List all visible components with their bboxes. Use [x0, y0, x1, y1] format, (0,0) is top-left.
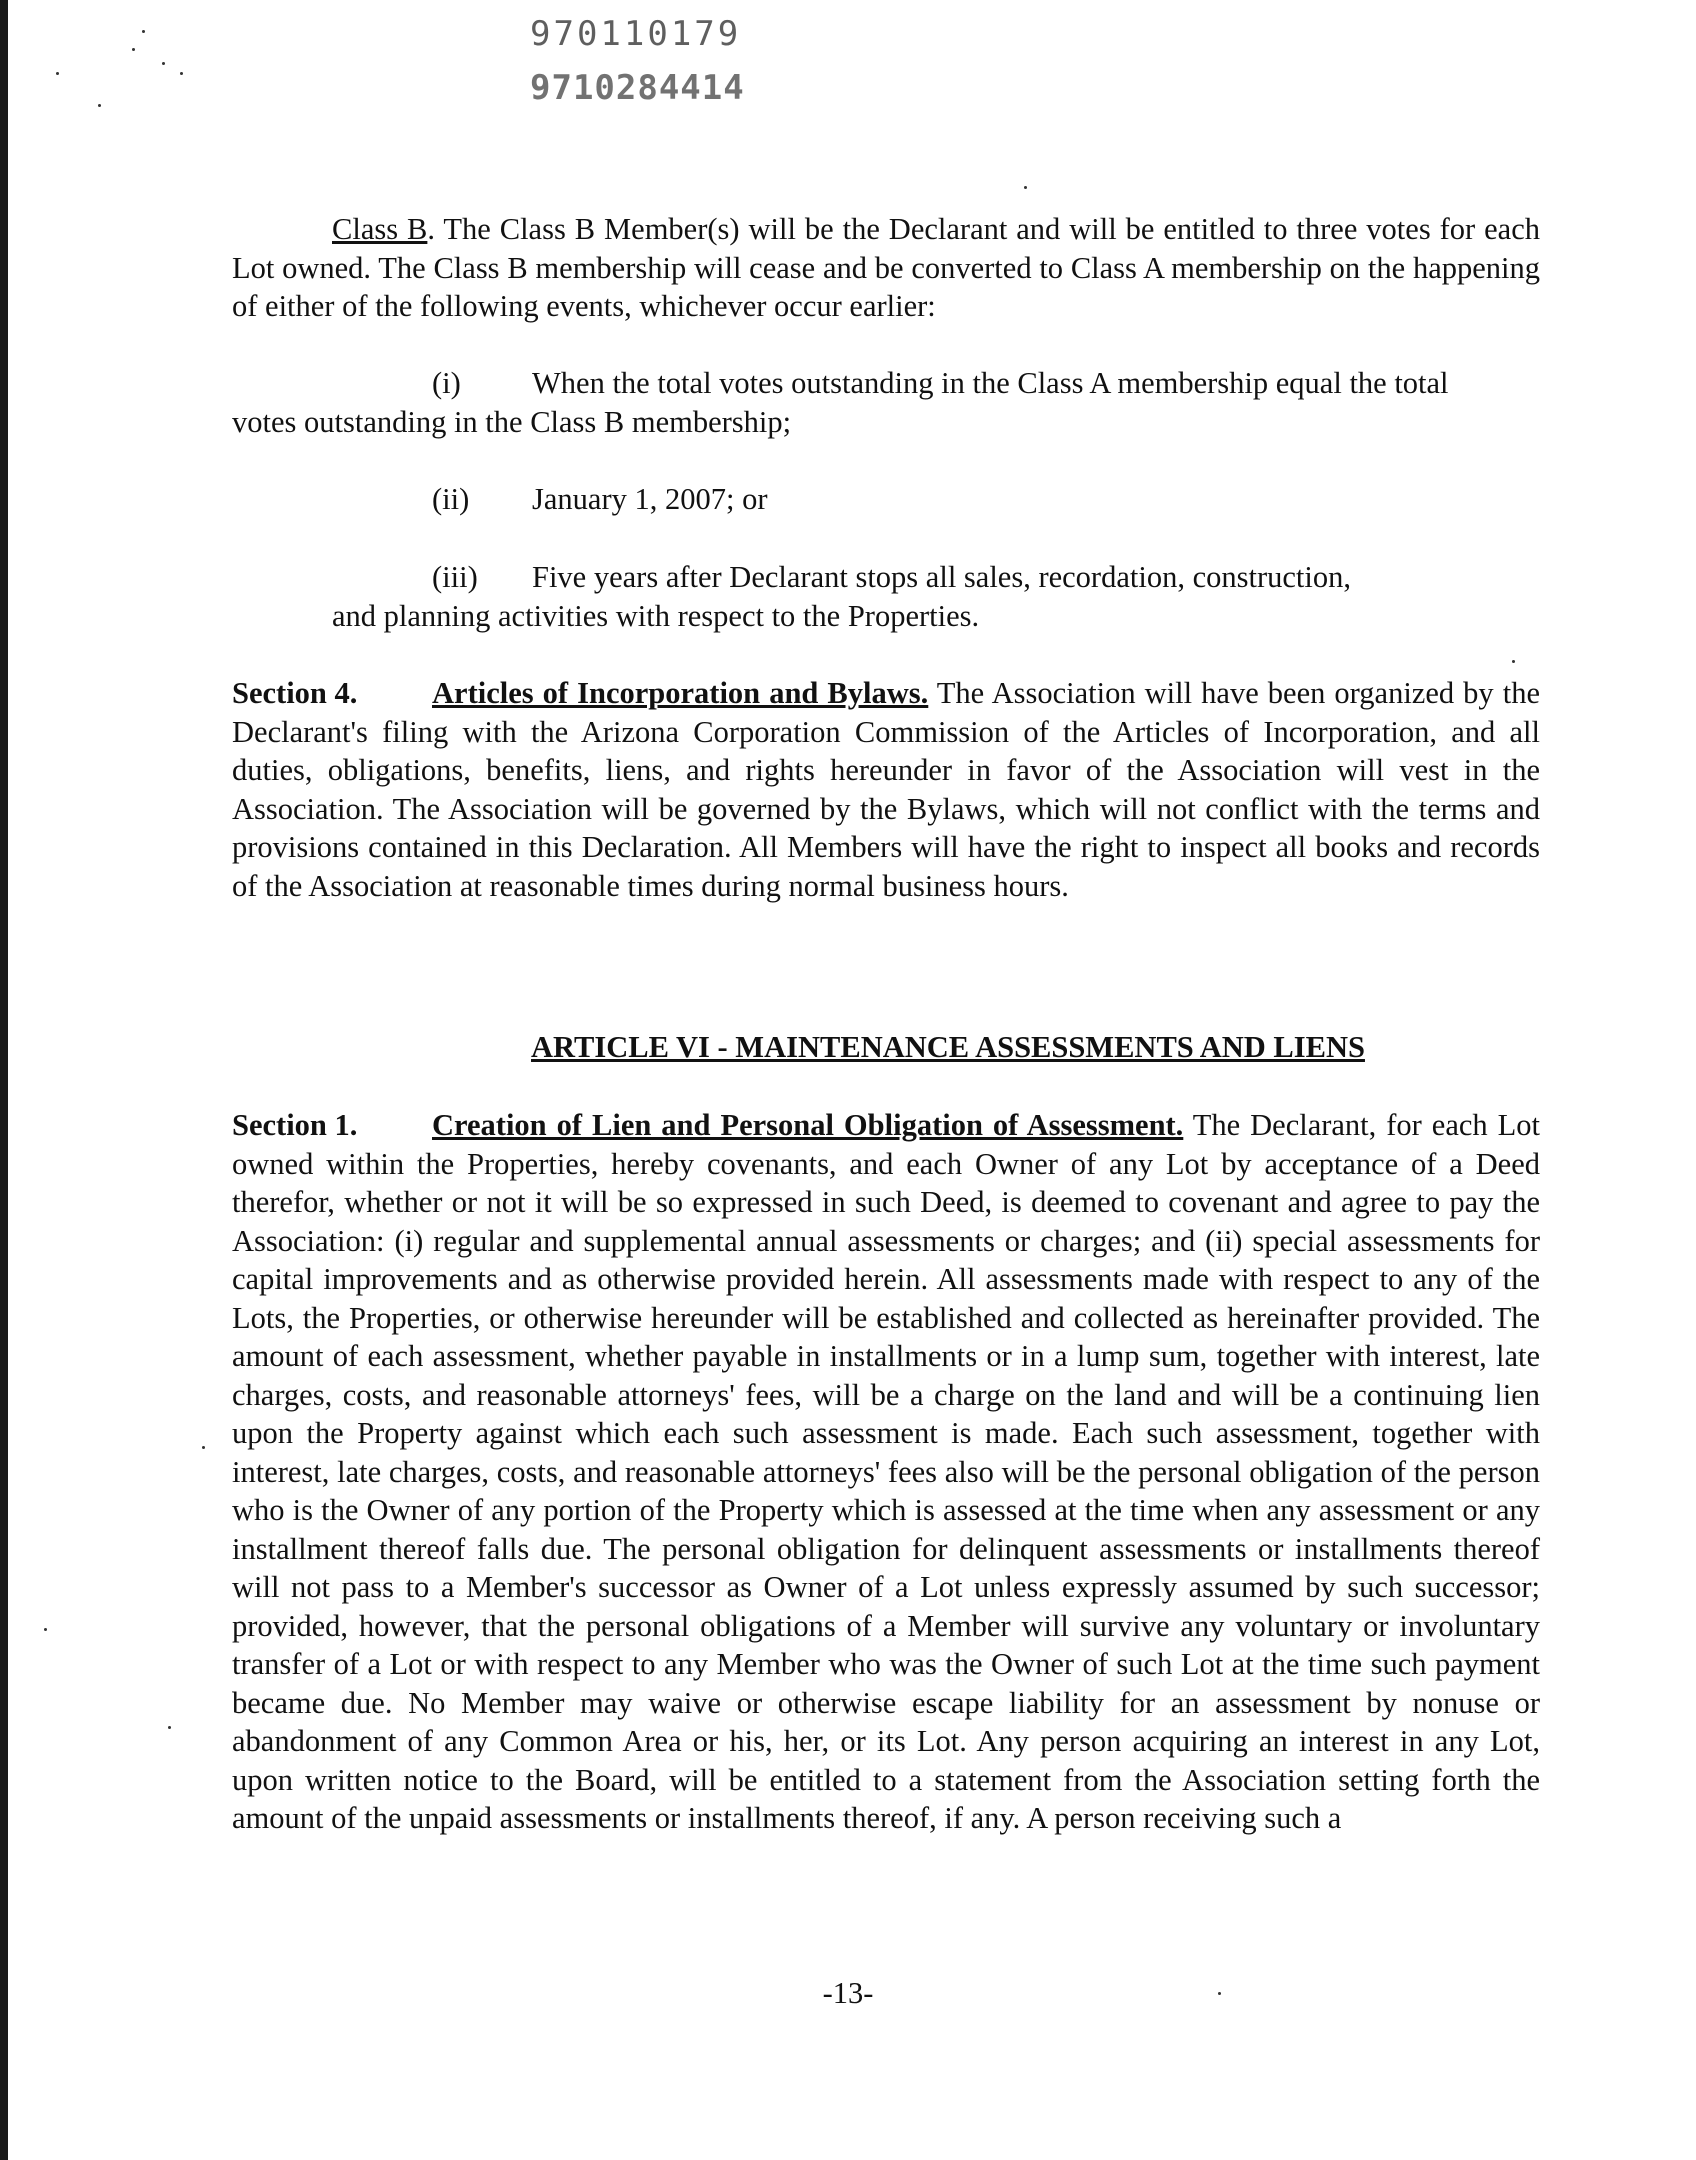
scan-speck — [56, 72, 59, 75]
scan-speck — [142, 30, 145, 33]
scan-speck — [1512, 660, 1515, 663]
page-number: -13- — [822, 1976, 874, 2010]
event-item-i-continued — [232, 403, 791, 442]
scan-speck — [132, 48, 135, 51]
section-4-text: The Association will have been organized by the Declarant's filing with the Arizona Corporation Commission of the Articles of Incorporation, and all duties, obligations, benefits, liens, and rights hereunder in favor of the Association will vest in the Association. The Association will be governed by the Bylaws, which will not conflict with the terms and provisions contained in this Declaration. All Members will have the right to inspect all books and records of the Association at reasonable times during normal business hours. — [232, 676, 1540, 903]
section-4-paragraph — [232, 674, 1540, 905]
scan-speck — [44, 1628, 47, 1631]
event-text: Five years after Declarant stops all sales, recordation, construction, — [532, 560, 1351, 594]
event-number: (ii) — [432, 482, 470, 516]
class-b-paragraph — [232, 210, 1540, 326]
event-number: (i) — [432, 366, 461, 400]
scan-edge — [0, 0, 8, 2160]
recording-stamp-number: 970110179 — [530, 14, 742, 54]
event-text: January 1, 2007; or — [532, 482, 768, 516]
recording-stamp-number-overprint: 9710284414 — [530, 68, 745, 108]
scan-speck — [1024, 186, 1027, 189]
section-4-title: Articles of Incorporation and Bylaws. — [432, 676, 929, 710]
section-4-label: Section 4. — [232, 676, 358, 710]
event-text: When the total votes outstanding in the Class A membership equal the total — [532, 366, 1449, 400]
scan-speck — [98, 104, 101, 107]
class-b-text: . The Class B Member(s) will be the Declarant and will be entitled to three votes for each Lot owned. The Class B membership will cease and be converted to Class A membership on the happening of either of the following events, whichever occur earlier: — [232, 212, 1540, 323]
section-1-paragraph — [232, 1106, 1540, 1838]
scan-speck — [202, 1446, 205, 1449]
event-number: (iii) — [432, 560, 478, 594]
event-text-continued: votes outstanding in the Class B membership; — [232, 405, 792, 439]
event-text-continued: and planning activities with respect to the Properties. — [332, 599, 980, 633]
class-b-label: Class B — [332, 212, 428, 246]
scan-speck — [162, 62, 165, 65]
scan-speck — [180, 72, 183, 75]
section-1-label: Section 1. — [232, 1108, 358, 1142]
article-heading: ARTICLE VI - MAINTENANCE ASSESSMENTS AND LIENS — [531, 1030, 1365, 1064]
scan-speck — [168, 1726, 171, 1729]
section-1-text: The Declarant, for each Lot owned within the Properties, hereby covenants, and each Owner of any Lot by acceptance of a Deed therefor, whether or not it will be so expressed in such Deed, is deemed to covenant and agree to pay the Association: (i) regular and supplemental annual assessments or charges; and (ii) special assessments for capital improvements and as otherwise provided herein. All assessments made with respect to any of the Lots, the Properties, or otherwise hereunder will be established and collected as hereinafter provided. The amount of each assessment, whether payable in installments or in a lump sum, together with interest, late charges, costs, and reasonable attorneys' fees, will be a charge on the land and will be a continuing lien upon the Property against which each such assessment is made. Each such assessment, together with interest, late charges, costs, and reasonable attorneys' fees also will be the personal obligation of the person who is the Owner of any portion of the Property which is assessed at the time when any assessment or any installment thereof falls due. The personal obligation for delinquent assessments or installments thereof will not pass to a Member's successor as Owner of a Lot unless expressly assumed by such successor; provided, however, that the personal obligations of a Member will survive any voluntary or involuntary transfer of a Lot or with respect to any Member who was the Owner of such Lot at the time such payment became due. No Member may waive or otherwise escape liability for an assessment by nonuse or abandonment of any Common Area or his, her, or its Lot. Any person acquiring an interest in any Lot, upon written notice to the Board, will be entitled to a statement from the Association setting forth the amount of the unpaid assessments or installments thereof, if any. A person receiving such a — [232, 1108, 1540, 1835]
event-item-iii-continued — [332, 597, 979, 636]
section-1-title: Creation of Lien and Personal Obligation of Assessment. — [432, 1108, 1184, 1142]
